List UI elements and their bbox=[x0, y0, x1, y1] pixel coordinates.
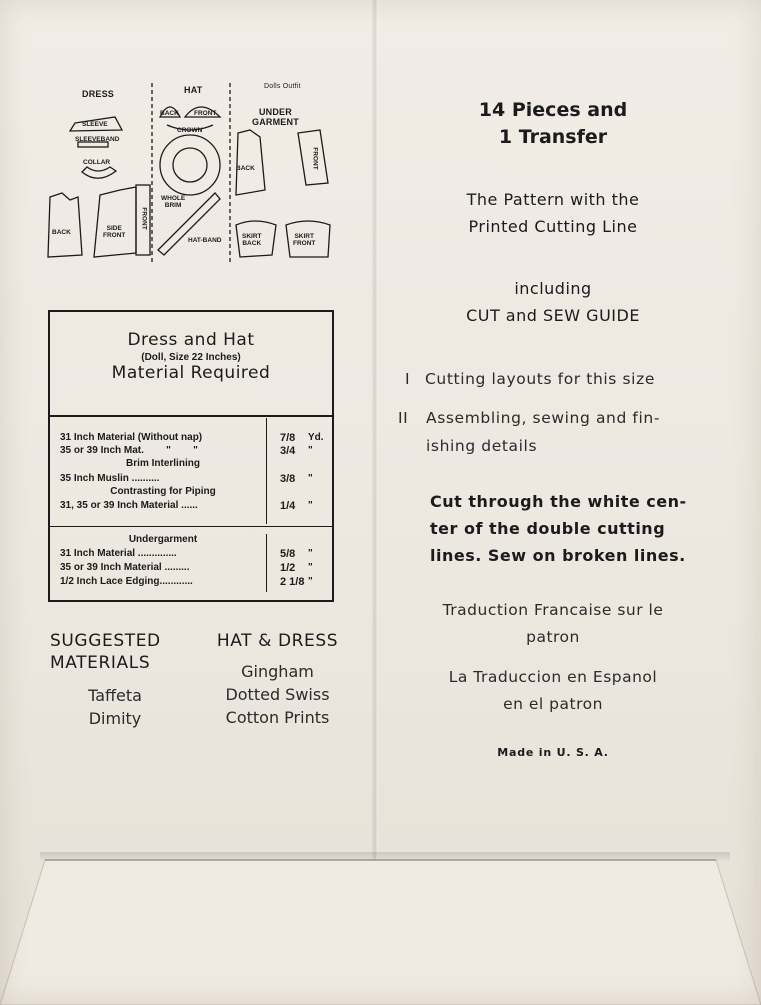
divider bbox=[50, 415, 332, 417]
item-number: I bbox=[405, 370, 411, 388]
material-title: Dress and Hat bbox=[127, 330, 255, 350]
skirt-front-line2: FRONT bbox=[293, 240, 316, 247]
pattern-pieces-diagram bbox=[40, 75, 340, 265]
row-label: 35 Inch Muslin .......... bbox=[60, 473, 160, 484]
collar-piece bbox=[82, 167, 116, 178]
skirt-back-line2: BACK bbox=[242, 240, 262, 247]
ug-back-label: BACK bbox=[236, 165, 255, 172]
row-label: 35 or 39 Inch Mat. " " bbox=[60, 445, 198, 456]
cutting-instructions bbox=[430, 488, 730, 569]
row-label: 1/2 Inch Lace Edging............ bbox=[60, 576, 193, 587]
front-label: FRONT bbox=[140, 207, 148, 230]
skirt-back-label bbox=[242, 233, 262, 247]
divider bbox=[50, 526, 332, 527]
row-unit: " bbox=[308, 548, 313, 559]
dolls-outfit-label: Dolls Outfit bbox=[264, 83, 301, 90]
suggested-materials-right bbox=[205, 630, 350, 729]
cut-line2: ter of the double cutting bbox=[430, 519, 666, 538]
row-qty: 3/8 bbox=[280, 473, 296, 485]
french-line1: Traduction Francaise sur le bbox=[442, 601, 664, 619]
side-front-label bbox=[103, 225, 125, 239]
spanish-translation bbox=[388, 664, 718, 718]
cut-line3: lines. Sew on broken lines. bbox=[430, 546, 686, 565]
ug-front-label: FRONT bbox=[311, 147, 319, 170]
suggested-materials-left bbox=[50, 630, 180, 730]
under-label-line2: GARMENT bbox=[252, 117, 299, 127]
material-item: Dimity bbox=[88, 709, 142, 728]
row-label: 35 or 39 Inch Material ......... bbox=[60, 562, 190, 573]
row-unit: Yd. bbox=[308, 432, 324, 443]
cut-sew-guide-line: CUT and SEW GUIDE bbox=[466, 306, 640, 325]
material-required-box bbox=[48, 310, 334, 602]
side-front-piece bbox=[94, 187, 136, 257]
french-translation bbox=[388, 597, 718, 651]
ug-back-piece bbox=[236, 130, 265, 195]
row-unit: " bbox=[308, 445, 313, 456]
row-qty: 3/4 bbox=[280, 445, 296, 457]
pieces-line1: 14 Pieces and bbox=[478, 99, 628, 121]
pattern-line1: The Pattern with the bbox=[466, 190, 640, 209]
sleeve-label: SLEEVE bbox=[82, 121, 108, 128]
made-in-usa: Made in U. S. A. bbox=[497, 746, 609, 759]
item-text: ishing details bbox=[426, 437, 538, 455]
column-divider bbox=[266, 418, 267, 524]
row-qty: 5/8 bbox=[280, 548, 296, 560]
suggested-heading-line2: MATERIALS bbox=[50, 653, 151, 673]
row-qty: 2 1/8 bbox=[280, 576, 305, 588]
row-unit: " bbox=[308, 473, 313, 484]
row-unit: " bbox=[308, 500, 313, 511]
suggested-heading-line1: SUGGESTED bbox=[50, 631, 161, 651]
row-unit: " bbox=[308, 576, 313, 587]
hat-dress-heading: HAT & DRESS bbox=[216, 631, 339, 651]
back-piece bbox=[48, 193, 82, 257]
row-center-label: Brim Interlining bbox=[126, 458, 200, 469]
pieces-line2: 1 Transfer bbox=[498, 126, 608, 148]
item-text: Assembling, sewing and fin- bbox=[426, 409, 661, 427]
whole-brim-label bbox=[161, 195, 185, 209]
row-qty: 7/8 bbox=[280, 432, 296, 444]
pieces-heading bbox=[388, 97, 718, 151]
item-number: II bbox=[398, 409, 409, 427]
row-label: 31, 35 or 39 Inch Material ...... bbox=[60, 500, 198, 511]
row-unit: " bbox=[308, 562, 313, 573]
spanish-line2: en el patron bbox=[503, 695, 603, 713]
skirt-front-line1: SKIRT bbox=[294, 233, 314, 240]
suggested-left-items bbox=[50, 684, 180, 730]
fold-line bbox=[372, 0, 378, 860]
side-front-line1: SIDE bbox=[106, 225, 122, 232]
side-front-line2: FRONT bbox=[103, 232, 126, 239]
pattern-line2: Printed Cutting Line bbox=[468, 217, 638, 236]
whole-brim-piece bbox=[160, 135, 220, 195]
under-label-line1: UNDER bbox=[258, 107, 292, 117]
material-item: Taffeta bbox=[88, 686, 142, 705]
envelope-flap bbox=[0, 856, 761, 1005]
row-center-label: Contrasting for Piping bbox=[110, 486, 216, 497]
row-label: 31 Inch Material .............. bbox=[60, 548, 177, 559]
crown-label: CROWN bbox=[177, 127, 203, 134]
dress-label: DRESS bbox=[82, 89, 115, 99]
whole-brim-line1: WHOLE bbox=[161, 195, 186, 202]
skirt-back-line1: SKIRT bbox=[242, 233, 262, 240]
guide-item-2 bbox=[398, 404, 708, 460]
item-text: Cutting layouts for this size bbox=[425, 370, 655, 388]
cut-line1: Cut through the white cen- bbox=[430, 492, 687, 511]
material-title2: Material Required bbox=[111, 363, 271, 383]
pattern-description bbox=[388, 186, 718, 240]
hat-front-label: FRONT bbox=[194, 110, 217, 117]
skirt-front-label bbox=[293, 233, 315, 247]
hat-label: HAT bbox=[184, 85, 203, 95]
row-qty: 1/2 bbox=[280, 562, 296, 574]
guide-item-1 bbox=[405, 365, 705, 393]
french-line2: patron bbox=[526, 628, 580, 646]
material-item: Cotton Prints bbox=[225, 708, 330, 727]
whole-brim-line2: BRIM bbox=[164, 202, 182, 209]
hat-band-label: HAT-BAND bbox=[188, 237, 222, 244]
row-qty: 1/4 bbox=[280, 500, 296, 512]
material-item: Dotted Swiss bbox=[225, 685, 330, 704]
sleeveband-label: SLEEVEBAND bbox=[75, 136, 120, 143]
material-header bbox=[50, 330, 332, 383]
row-label: 31 Inch Material (Without nap) bbox=[60, 432, 203, 443]
suggested-right-items bbox=[205, 660, 350, 729]
under-garment-label bbox=[252, 107, 299, 127]
guide-description bbox=[388, 275, 718, 329]
material-subtitle: (Doll, Size 22 Inches) bbox=[141, 352, 241, 363]
spanish-line1: La Traduccion en Espanol bbox=[448, 668, 658, 686]
suggested-heading bbox=[50, 630, 180, 674]
back-label: BACK bbox=[52, 229, 71, 236]
including-line: including bbox=[514, 279, 592, 298]
undergarment-title: Undergarment bbox=[128, 534, 198, 545]
material-item: Gingham bbox=[241, 662, 314, 681]
hat-back-label: BACK bbox=[160, 110, 179, 117]
column-divider bbox=[266, 534, 267, 592]
collar-label: COLLAR bbox=[83, 159, 111, 166]
